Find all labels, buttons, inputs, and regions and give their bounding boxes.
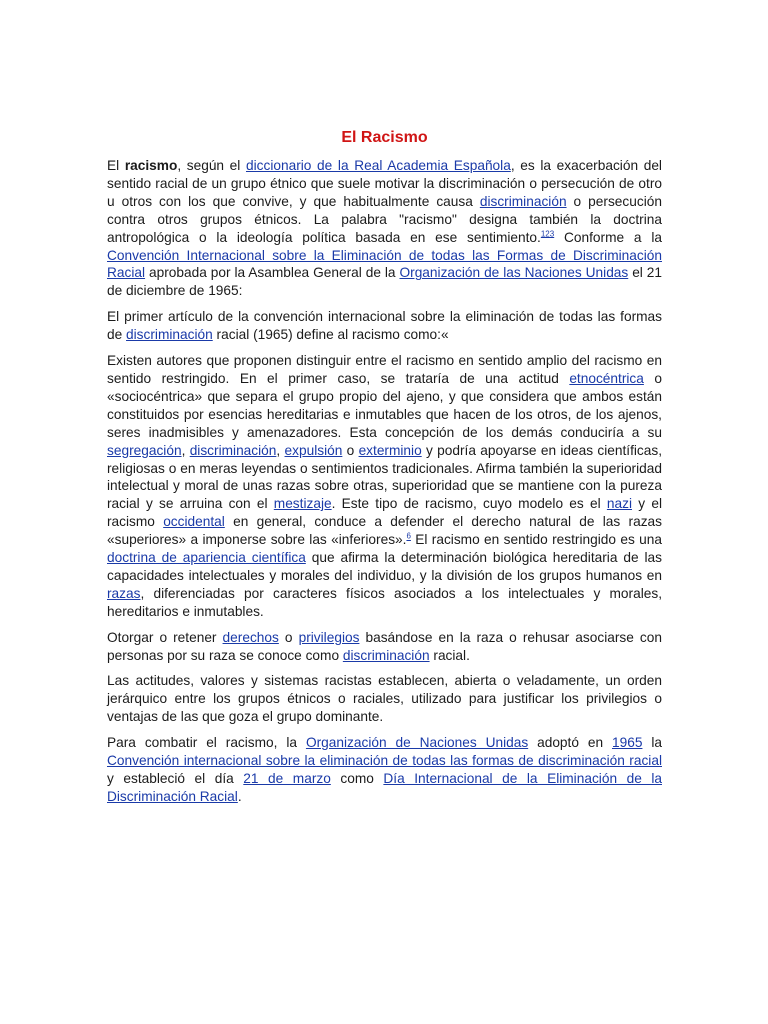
- link-onu[interactable]: Organización de las Naciones Unidas: [399, 265, 629, 281]
- text: o: [278, 629, 299, 645]
- text: y podría apoyarse en ideas científicas, religiosas o en meras leyendas o sentimientos tradicionales. Afirma también la superioridad intelectual y moral de unas razas sobre otras, superioridad que se mantiene con la pureza racial y se arruina con el: [107, 442, 663, 512]
- text: Para combatir el racismo, la: [107, 735, 306, 751]
- link-segregacion[interactable]: segregación: [107, 442, 182, 458]
- text: Existen autores que proponen distinguir entre el racismo en sentido amplio del racismo en sentido restringido. En el primer caso, se trataría de una actitud: [107, 353, 662, 386]
- bold-term: racismo: [124, 158, 178, 173]
- link-etnocentrica[interactable]: etnocéntrica: [569, 370, 644, 386]
- link-occidental[interactable]: occidental: [163, 514, 225, 530]
- text: aprobada por la Asamblea General de la: [145, 265, 400, 281]
- text: el 21 de diciembre de 1965:: [107, 265, 663, 299]
- document-page: [107, 128, 662, 814]
- text: ,: [181, 442, 190, 458]
- link-1965[interactable]: 1965: [611, 735, 643, 751]
- link-onu[interactable]: Organización de Naciones Unidas: [305, 735, 529, 751]
- text: El primer artículo de la convención internacional sobre la eliminación de todas las formas de: [107, 309, 662, 343]
- paragraph-2: [107, 308, 662, 344]
- text: o: [342, 442, 359, 458]
- text: . Este tipo de racismo, cuyo modelo es el: [331, 496, 607, 512]
- link-21-marzo[interactable]: 21 de marzo: [243, 771, 331, 786]
- link-exterminio[interactable]: exterminio: [358, 442, 422, 458]
- paragraph-1: [107, 157, 662, 300]
- link-diccionario[interactable]: diccionario de la Real Academia Española: [245, 158, 511, 173]
- text: El racismo en sentido restringido es una: [410, 532, 662, 548]
- text: o persecución contra otros grupos étnicos. La palabra "racismo" designa también la doctrina antropológica o la ideología política basada en ese sentimiento.: [107, 193, 662, 245]
- text: ,: [276, 442, 285, 458]
- footnote-ref[interactable]: 6: [406, 531, 411, 541]
- text: Las actitudes, valores y sistemas racistas establecen, abierta o veladamente, un orden jerárquico entre los grupos étnicos o raciales, utilizado para justificar los privilegios o ventajas de las que goza el grupo dominante.: [107, 673, 662, 725]
- text: adoptó en: [528, 735, 612, 751]
- link-derechos[interactable]: derechos: [222, 629, 279, 645]
- link-convencion[interactable]: Convención Internacional sobre la Eliminación de todas las Formas de Discriminación Racial: [107, 247, 662, 281]
- link-expulsion[interactable]: expulsión: [284, 442, 343, 458]
- text: y estableció el día: [107, 771, 244, 786]
- text: y el racismo: [107, 496, 662, 530]
- text: racial.: [429, 647, 470, 663]
- text: Otorgar o retener: [107, 629, 223, 645]
- text: basándose en la raza o rehusar asociarse con personas por su raza se conoce como: [107, 629, 662, 663]
- paragraph-3: [107, 352, 662, 621]
- text: El: [107, 158, 125, 173]
- text: la: [642, 735, 662, 751]
- text: como: [330, 771, 384, 786]
- link-nazi[interactable]: nazi: [606, 496, 633, 512]
- text: .: [237, 788, 242, 804]
- text: , diferenciadas por caracteres físicos asociados a los intelectuales y morales, hereditarios e inmutables.: [107, 585, 662, 619]
- text: , según el: [177, 158, 246, 173]
- text: o «sociocéntrica» que separa el grupo propio del ajeno, y que considera que ambos están constituidos por esencias hereditarias e inmutables que hacen de los otros, de los ajenos, seres inadmisibles y amenazadores. Esta concepción de los demás conduciría a su: [107, 370, 662, 440]
- paragraph-4: [107, 629, 662, 665]
- link-doctrina[interactable]: doctrina de apariencia científica: [107, 550, 306, 566]
- link-dia-internacional[interactable]: Día Internacional de la Eliminación de la Discriminación Racial: [107, 771, 662, 804]
- text: Conforme a la: [554, 229, 662, 245]
- text: en general, conduce a defender el derecho natural de las razas «superiores» a imponerse sobre las «inferiores».: [107, 514, 663, 548]
- paragraph-6: [107, 734, 662, 806]
- text: que afirma la determinación biológica hereditaria de las capacidades intelectuales y morales del individuo, y la división de los grupos humanos en: [107, 550, 662, 583]
- paragraph-5: [107, 672, 662, 726]
- link-discriminacion[interactable]: discriminación: [126, 327, 213, 343]
- link-razas[interactable]: razas: [107, 585, 141, 601]
- link-discriminacion[interactable]: discriminación: [342, 647, 430, 663]
- page-title: El Racismo: [341, 129, 428, 146]
- link-privilegios[interactable]: privilegios: [298, 629, 360, 645]
- link-discriminacion[interactable]: discriminación: [479, 193, 567, 209]
- footnote-ref[interactable]: 123: [540, 229, 555, 239]
- link-convencion[interactable]: Convención internacional sobre la eliminación de todas las formas de discriminación racial: [107, 753, 662, 769]
- link-discriminacion[interactable]: discriminación: [189, 442, 277, 458]
- text: , es la exacerbación del sentido racial de un grupo étnico que suele motivar la discriminación o persecución de otro u otros con los que convive, y que habitualmente causa: [107, 158, 662, 209]
- text: racial (1965) define al racismo como:«: [212, 327, 449, 343]
- link-mestizaje[interactable]: mestizaje: [273, 496, 332, 512]
